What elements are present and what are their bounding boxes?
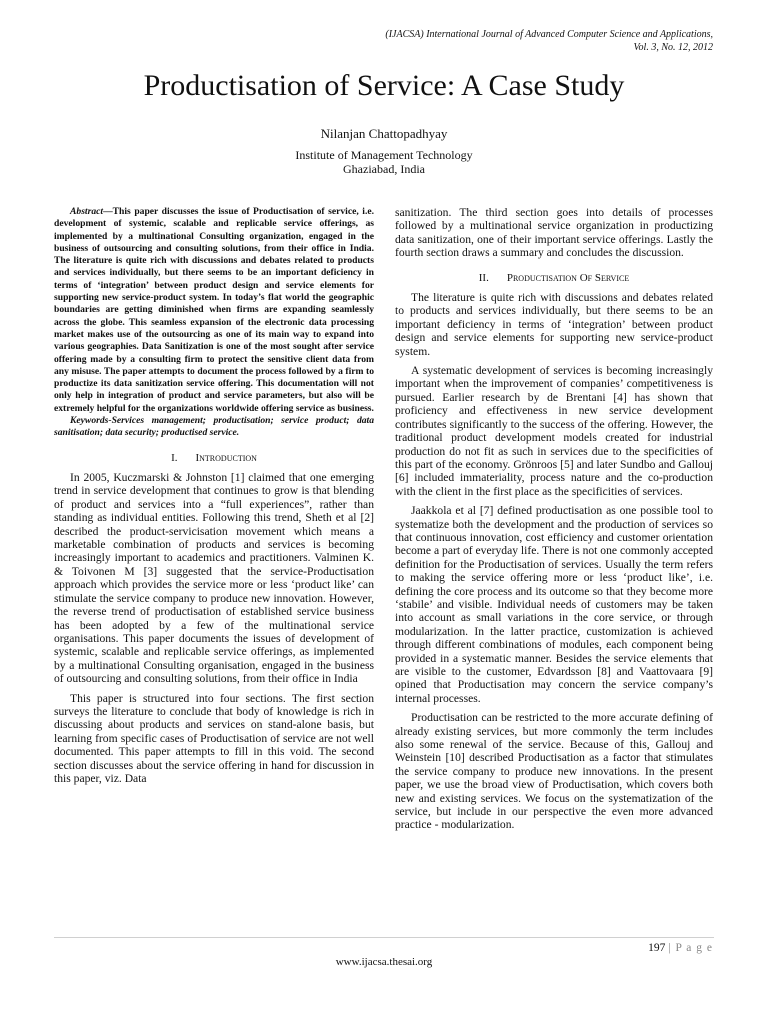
page-label: | P a g e — [668, 942, 713, 954]
abstract-label: Abstract — [70, 206, 104, 217]
intro-paragraph-1: In 2005, Kuczmarski & Johnston [1] claimed that one emerging trend in service development that continues to grow is that blending of product and services into a “full experiences”, rather than standing as individual entities. Following this trend, Sheth et al [2] described the product-servicisation movement which means a marketable combination of products and services is becoming increasingly important to academics and practitioners. Valminen K. & Toivonen M [3] suggested that the service-Productisation approach which provides the service more or less ‘product like’ can stimulate the service company to produce new innovation. However, the reverse trend of productisation of established service business has been adopted by a few of the multinational service organisations. This paper documents the issues of development of systemic, scalable and replicable service offerings, as implemented by a multinational Consulting organisation, engaged in the business of outsourcing and consulting solutions, from their office in India — [54, 471, 374, 686]
page-number — [648, 942, 713, 954]
section-heading-introduction — [54, 452, 374, 465]
productisation-paragraph-1: The literature is quite rich with discussions and debates related to products and services individually, but there seems to be an important deficiency in terms of ‘integration’ between product design and service elements for supporting new service-product system. — [395, 291, 713, 358]
page-number-value: 197 — [648, 942, 666, 954]
journal-header — [385, 28, 713, 54]
left-column — [54, 206, 374, 785]
section-number: I. — [171, 451, 178, 464]
intro-paragraph-2-continued: sanitization. The third section goes into details of processes followed by a multinational service organization in productizing data sanitization, one of their important service offerings. Lastly the fourth section draws a summary and concludes the discussion. — [395, 206, 713, 260]
productisation-paragraph-3: Jaakkola et al [7] defined productisation as one possible tool to systematize both the development and the production of services so that continuous innovation, cost efficiency and customer orientation become a part of everyday life. There is not one commonly accepted definition for the Productisation of services. Usually the term refers to making the service offering more or less ‘product like’, i.e. defining the core process and its outcome so that they become more ‘stabile’ and visible. Individual needs of customers may be taken into account as small variations in the core service, or through modularization. In the latter practice, customization is achieved through different combinations of modules, each component being provided in a systematic manner. Besides the service elements that are visible to the customer, Edvardsson [8] and Vaattovaara [9] opined that Productisation may concern the service company’s internal processes. — [395, 504, 713, 705]
section-title: Introduction — [195, 451, 257, 464]
journal-volume: Vol. 3, No. 12, 2012 — [633, 42, 713, 53]
keywords: Keywords-Services management; productisation; service product; data sanitisation; data security; productised service. — [54, 415, 374, 439]
productisation-paragraph-4: Productisation can be restricted to the more accurate defining of already existing services, but more commonly the term includes also some renewal of the service. Because of this, Gallouj and Weinstein [10] described Productisation as a factor that stimulates the service company to produce new innovations. In the present paper, we use the broad view of Productisation, which covers both new and existing services. We focus on the systematization of the service, but include in our perspective the even more advanced practice - modularization. — [395, 711, 713, 832]
section-number: II. — [478, 271, 489, 284]
paper-title: Productisation of Service: A Case Study — [143, 69, 625, 102]
section-heading-productisation — [395, 272, 713, 285]
affiliation-institute: Institute of Management Technology — [295, 148, 473, 162]
right-column — [395, 206, 713, 832]
footer-divider — [54, 937, 714, 938]
journal-name: (IJACSA) International Journal of Advanced Computer Science and Applications, — [385, 29, 713, 40]
footer-url[interactable]: www.ijacsa.thesai.org — [335, 956, 433, 968]
author-name: Nilanjan Chattopadhyay — [320, 126, 448, 141]
author-affiliation — [0, 148, 768, 176]
productisation-paragraph-2: A systematic development of services is becoming increasingly important when the improvement of companies’ competitiveness is pursued. Earlier research by de Brentani [4] has shown that proficiency and effectiveness in new service development contributes significantly to the success of the offering. However, the traditional product development models created for industrial production do not fit as such in services due to the specificities of this part of the economy. Grönroos [5] and later Sundbo and Gallouj [6] included immateriality, process nature and the co-production with the client in the first place as the specificities of services. — [395, 364, 713, 498]
abstract-text: —This paper discusses the issue of Productisation of service, i.e. development of systemic, scalable and replicable service offerings, as implemented by a multinational Consulting organization, engaged in the business of outsourcing and consulting solutions, from their office in India. The literature is quite rich with discussions and debates related to products and services individually, but there seems to be an important deficiency in terms of ‘integration’ between product design and service elements for supporting new service-product system. In today’s flat world the geographic boundaries are getting diminished when firms are expanding seamlessly across the globe. This seamless expansion of the electronic data processing market makes use of the outsourcing as one of its main way to expand into various geographies. Data Sanitization is one of the most sought after service offering made by a consulting firm to protect the sensitive client data from any misuse. The paper attempts to document the process followed by a firm to productize its data sanitization service offering. This documentation will not only help in integration of product and service parameters, but also will be extremely helpful for the organizations worldwide offering service as business. — [54, 206, 374, 414]
section-title: Productisation Of Service — [506, 271, 630, 284]
intro-paragraph-2: This paper is structured into four sections. The first section surveys the literature to conclude that body of knowledge is rich in discussing about products and services on stand-alone basis, but learning from specific cases of Productisation of service are not well documented. This paper attempts to fill in this void. The second section discusses about the service offering in hand for discussion in this paper, viz. Data — [54, 691, 374, 785]
abstract — [54, 206, 374, 415]
affiliation-location: Ghaziabad, India — [343, 162, 425, 176]
